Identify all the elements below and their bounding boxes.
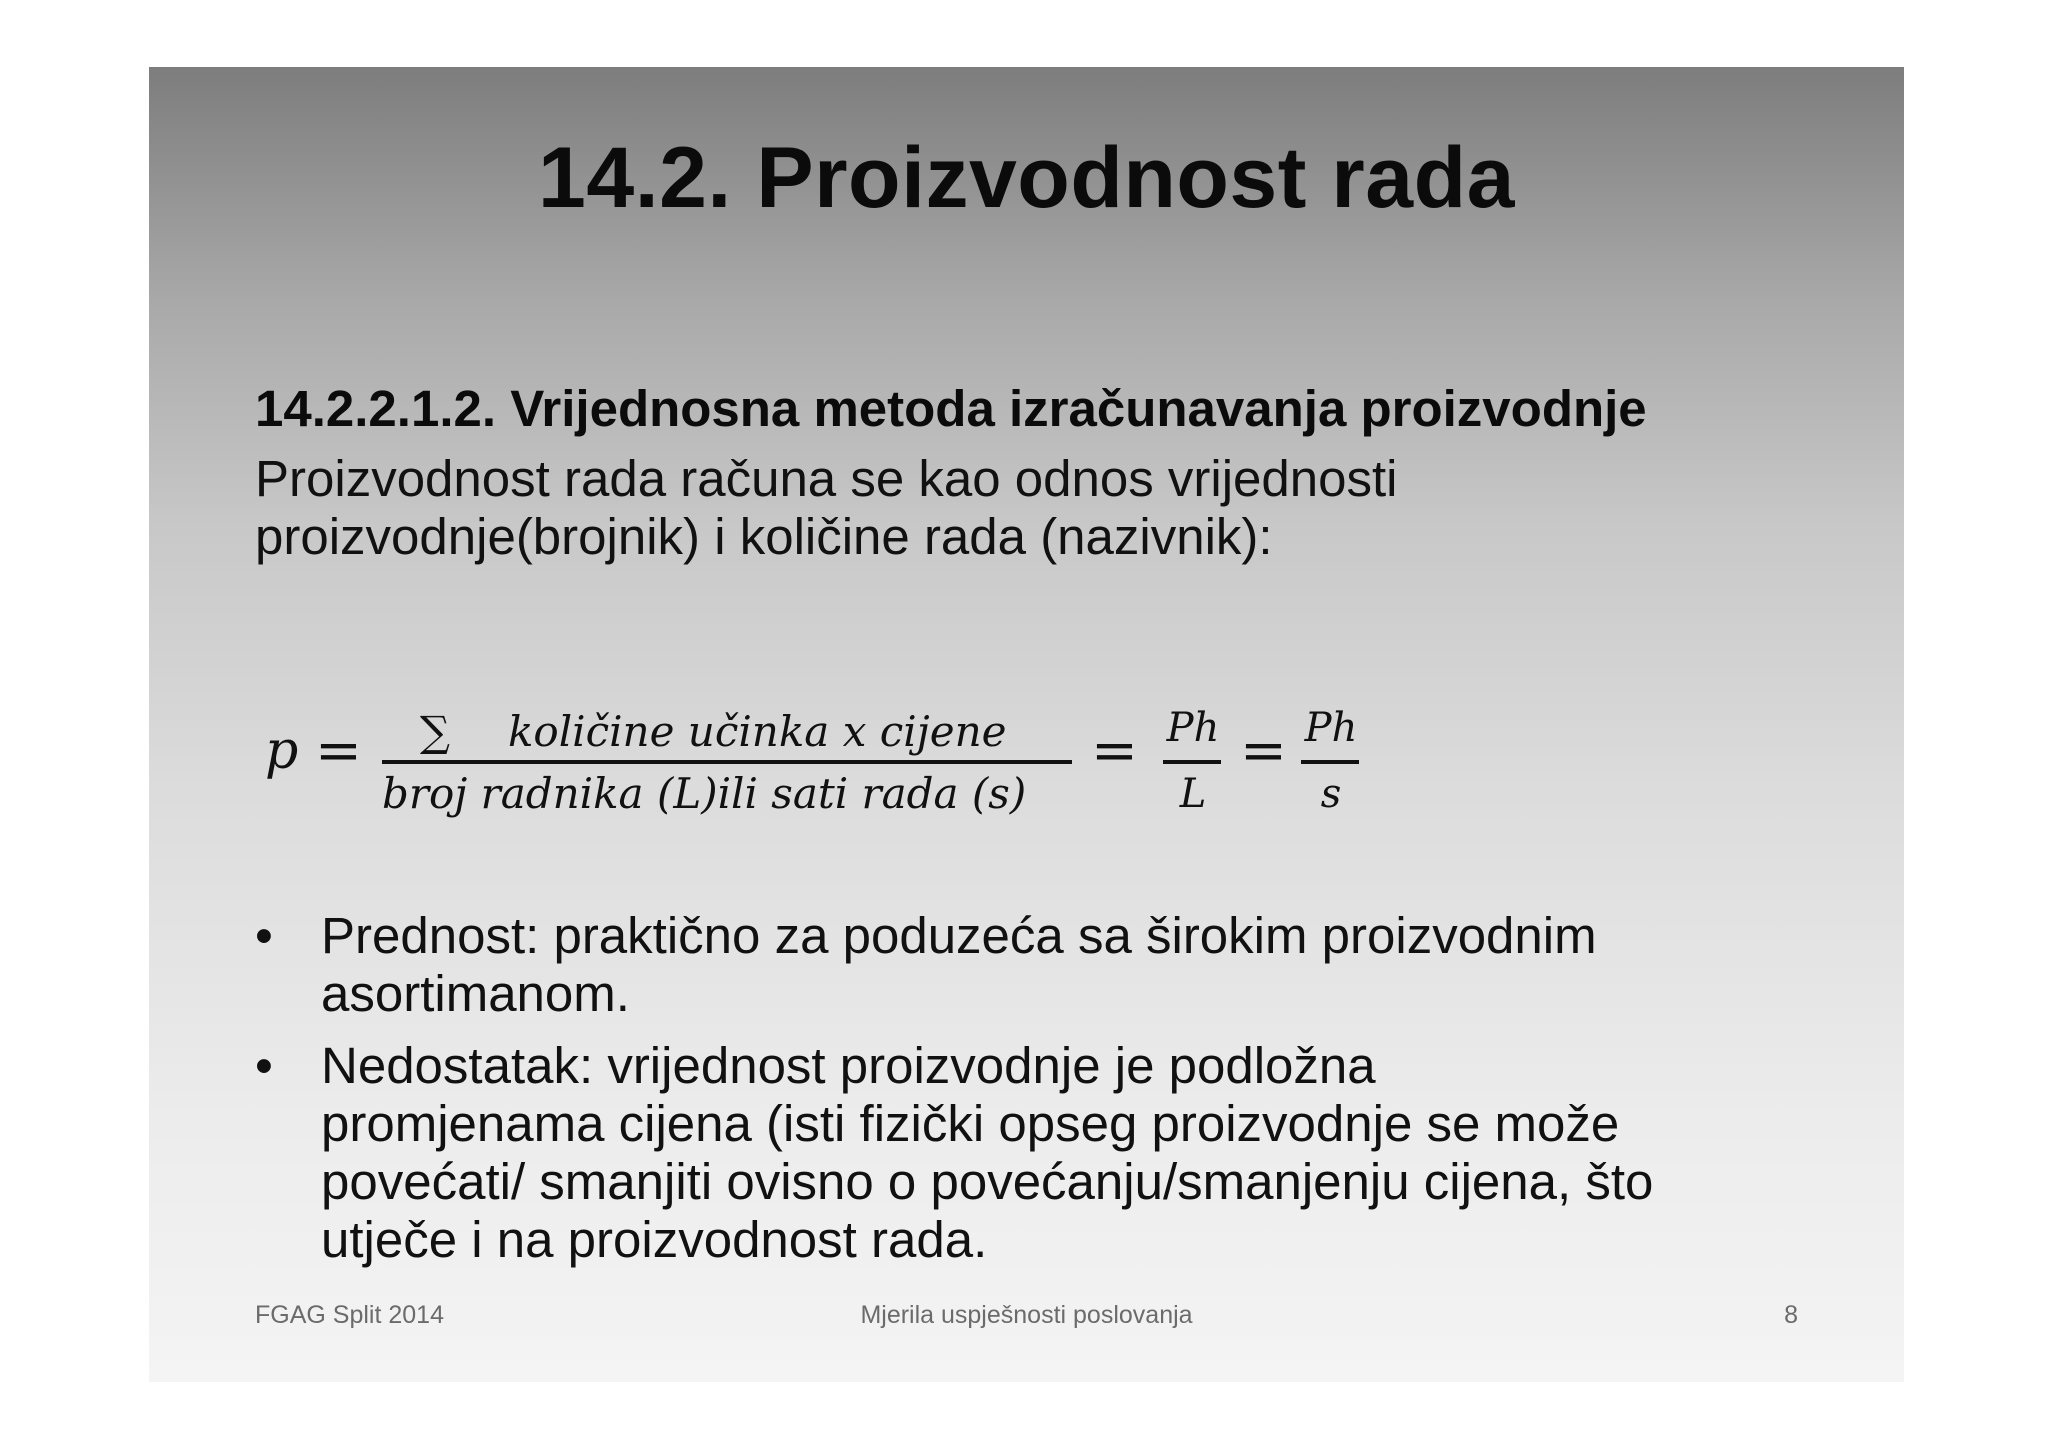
footer-center: Mjerila uspješnosti poslovanja <box>860 1301 1193 1329</box>
bullet-line: utječe i na proizvodnost rada. <box>321 1211 988 1268</box>
equals-sign: = <box>1091 718 1138 784</box>
bullet-line: povećati/ smanjiti ovisno o povećanju/smanjenju cijena, što <box>321 1153 1654 1210</box>
intro-line: Proizvodnost rada računa se kao odnos vrijednosti <box>255 450 1398 507</box>
fraction2-denominator: L <box>1179 771 1207 817</box>
fraction3-denominator: s <box>1320 771 1342 817</box>
intro-line: proizvodnje(brojnik) i količine rada (nazivnik): <box>255 508 1273 565</box>
fraction2-numerator: Ph <box>1166 705 1220 751</box>
slide-title: 14.2. Proizvodnost rada <box>538 130 1515 226</box>
equals-sign: = <box>1240 718 1287 784</box>
slide <box>149 67 1904 1382</box>
intro-paragraph <box>255 450 1755 566</box>
bullet-line: Nedostatak: vrijednost proizvodnje je podložna <box>321 1037 1376 1094</box>
fraction3-bar <box>1301 760 1359 764</box>
fraction2-bar <box>1163 760 1221 764</box>
footer-left: FGAG Split 2014 <box>255 1301 444 1329</box>
sigma-symbol: ∑ <box>420 707 450 756</box>
numerator-text: količine učinka x cijene <box>507 707 1007 756</box>
bullet-list <box>255 907 1815 1283</box>
bullet-advantage <box>255 907 1815 1023</box>
equals-sign: = <box>315 718 362 784</box>
section-heading: 14.2.2.1.2. Vrijednosna metoda izračunavanja proizvodnje <box>255 380 1647 437</box>
main-fraction-bar <box>382 760 1072 764</box>
bullet-line: promjenama cijena (isti fizički opseg proizvodnje se može <box>321 1095 1620 1152</box>
formula-lhs: p <box>265 721 299 781</box>
main-fraction-numerator <box>382 707 1062 756</box>
bullet-line: asortimanom. <box>321 965 630 1022</box>
bullet-dot: • <box>255 907 273 964</box>
main-fraction-denominator: broj radnika (L)ili sati rada (s) <box>382 769 1027 818</box>
fraction3-numerator: Ph <box>1304 705 1358 751</box>
bullet-line: Prednost: praktično za poduzeća sa širokim proizvodnim <box>321 907 1597 964</box>
productivity-formula <box>265 647 1465 847</box>
page-number: 8 <box>1784 1301 1798 1329</box>
bullet-disadvantage <box>255 1037 1815 1269</box>
bullet-dot: • <box>255 1037 273 1094</box>
